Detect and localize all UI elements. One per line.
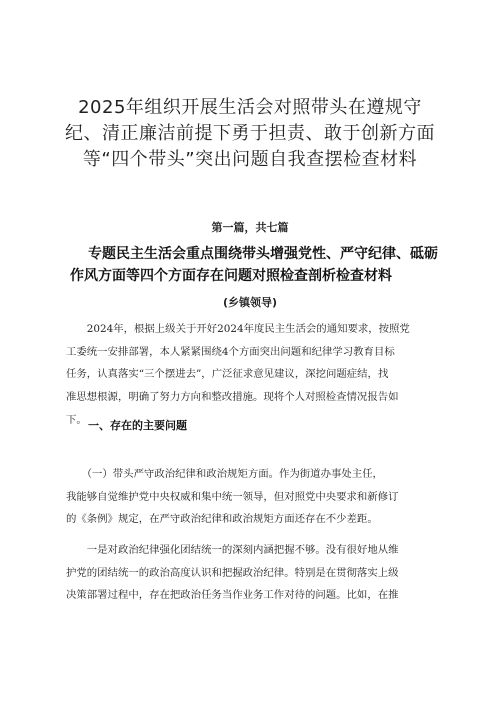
- point1-paragraph: [66, 539, 438, 607]
- intro-line-4: 准思想根源，明确了努力方向和整改措施。现将个人对照检查情况报告如: [66, 391, 399, 404]
- subtitle-line-1: 专题民主生活会重点围绕带头增强党性、严守纪律、砥砺: [88, 246, 438, 262]
- title-line-1: 2025年组织开展生活会对照带头在遵规守: [78, 97, 422, 118]
- document-title: [50, 95, 450, 173]
- intro-line-2: 工委统一安排部署，本人紧紧围绕4个方面突出问题和纪律学习教育目标: [66, 345, 395, 358]
- title-line-2: 纪、清正廉洁前提下勇于担责、敢于创新方面: [65, 123, 435, 144]
- article-subtitle: [70, 243, 438, 287]
- point1-line-2: 护党的团结统一的政治高度认识和把握政治纪律。特别是在贯彻落实上级: [66, 566, 399, 579]
- part-label: 第一篇，共七篇: [211, 221, 289, 234]
- point1-line-3: 决策部署过程中，存在把政治任务当作业务工作对待的问题。比如，在推: [66, 589, 399, 602]
- intro-line-3: 任务，认真落实“三个摆进去”，广泛征求意见建议，深挖问题症结，找: [66, 368, 389, 381]
- intro-line-5: 下。: [66, 413, 87, 426]
- section1-line-3: 的《条例》规定，在严守政治纪律和政治规矩方面还存在不少差距。: [66, 513, 378, 526]
- author-note: (乡镇领导): [222, 296, 278, 309]
- section1-line-1: （一）带头严守政治纪律和政治规矩方面。作为街道办事处主任，: [66, 468, 383, 480]
- subtitle-line-2: 作风方面等四个方面存在问题对照检查剖析检查材料: [70, 268, 392, 284]
- section1-paragraph: [66, 463, 438, 531]
- point1-line-1: 一是对政治纪律强化团结统一的深刻内涵把握不够。没有很好地从维: [66, 544, 399, 556]
- section1-line-2: 我能够自觉维护党中央权威和集中统一领导，但对照党中央要求和新修订: [66, 490, 399, 503]
- intro-line-1: 2024年，根据上级关于开好2024年度民主生活会的通知要求，按照党: [66, 323, 410, 335]
- section-heading: 一、存在的主要问题: [88, 419, 187, 432]
- title-line-3: 等“四个带头”突出问题自我查摆检查材料: [82, 149, 418, 170]
- intro-paragraph: [66, 318, 438, 432]
